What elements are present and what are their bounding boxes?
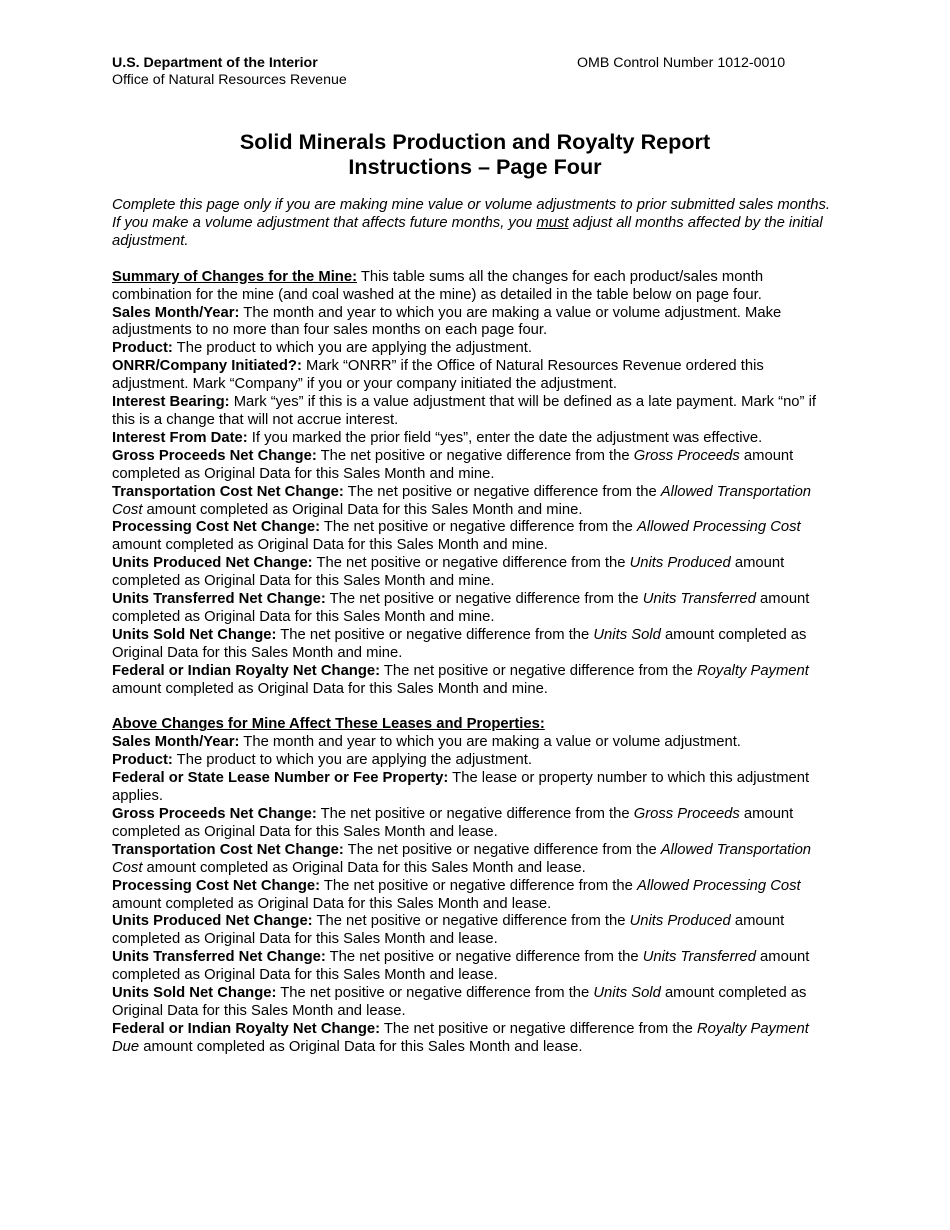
department-name: U.S. Department of the Interior [112, 55, 318, 71]
definition-text: The net positive or negative difference from the [380, 1020, 697, 1037]
definition-text: The lease or property number to which this adjustment applies. [112, 770, 810, 805]
definition-text: The net positive or negative difference from the [276, 985, 594, 1002]
definition-italic-term: Units Produced [629, 913, 731, 930]
definition-label: Federal or Indian Royalty Net Change: [112, 662, 381, 679]
definition-italic-term: Allowed Transportation Cost [112, 483, 812, 518]
definition-label: Gross Proceeds Net Change: [112, 806, 317, 822]
definition-label: Gross Proceeds Net Change: [112, 447, 317, 464]
definition-label: Units Sold Net Change: [112, 985, 277, 1002]
definition-label: Transportation Cost Net Change: [112, 483, 344, 500]
definition-text-end: amount completed as Original Data for this Sales Month and lease. [112, 895, 552, 912]
definition-label: Interest From Date: [112, 429, 248, 446]
definition-label: Units Sold Net Change: [112, 626, 277, 643]
definition-item [112, 806, 840, 842]
definition-italic-term: Units Sold [593, 985, 661, 1002]
definition-italic-term: Units Produced [629, 555, 731, 572]
definition-item [112, 340, 840, 358]
definition-label: ONRR/Company Initiated?: [112, 358, 302, 375]
definition-text-end: amount completed as Original Data for this Sales Month and lease. [112, 806, 794, 840]
definition-item [112, 663, 840, 699]
leases-list [112, 734, 840, 1056]
definition-text: The net positive or negative difference from the [343, 841, 661, 858]
definition-label: Units Produced Net Change: [112, 913, 313, 930]
summary-section [112, 269, 840, 699]
definition-text-end: amount completed as Original Data for this Sales Month and mine. [112, 555, 785, 590]
definition-text-end: amount completed as Original Data for this Sales Month and lease. [112, 985, 807, 1019]
definition-label: Interest Bearing: [112, 394, 230, 411]
summary-heading-text: This table sums all the changes for each product/sales month combination for the mine (and coal washed at the mine) as detailed in the table below on page four. [112, 268, 764, 303]
definition-italic-term: Allowed Processing Cost [636, 519, 801, 536]
definition-text-end: amount completed as Original Data for this Sales Month and mine. [112, 447, 794, 482]
intro-text-2: adjust all months affected by the initial adjustment. [112, 214, 823, 249]
office-name: Office of Natural Resources Revenue [112, 72, 347, 88]
definition-text: The product to which you are applying the adjustment. [172, 340, 533, 357]
leases-section [112, 716, 840, 1056]
summary-heading: Summary of Changes for the Mine: [112, 268, 358, 285]
definition-item [112, 985, 840, 1021]
definition-label: Units Produced Net Change: [112, 555, 313, 572]
leases-heading-paragraph [112, 716, 840, 734]
definition-text-end: amount completed as Original Data for this Sales Month and mine. [142, 501, 583, 518]
definition-italic-term: Units Sold [593, 626, 661, 643]
definition-text: The month and year to which you are making a value or volume adjustment. Make adjustments to no more than four sales months on each page four. [112, 304, 782, 339]
definition-text: The net positive or negative difference from the [316, 447, 634, 464]
page-header [112, 55, 842, 89]
definition-text: The net positive or negative difference from the [316, 806, 634, 822]
intro-emphasis: must [536, 214, 569, 231]
definition-item [112, 591, 840, 627]
definition-item [112, 430, 840, 448]
definition-label: Federal or Indian Royalty Net Change: [112, 1020, 381, 1037]
title-line-2: Instructions – Page Four [348, 154, 602, 179]
definition-italic-term: Royalty Payment Due [112, 1020, 809, 1055]
definition-item [112, 394, 840, 430]
definition-text: The net positive or negative difference from the [276, 626, 594, 643]
definition-text-end: amount completed as Original Data for this Sales Month and lease. [112, 949, 810, 984]
definition-item [112, 1021, 840, 1057]
intro-paragraph [112, 197, 840, 251]
definition-item [112, 448, 840, 484]
definition-text-end: amount completed as Original Data for this Sales Month and mine. [112, 591, 810, 625]
definition-text: The product to which you are applying the adjustment. [172, 752, 533, 769]
page-title [0, 129, 950, 179]
definition-text: The net positive or negative difference from the [325, 949, 643, 966]
definition-label: Product: [112, 340, 173, 357]
title-line-1: Solid Minerals Production and Royalty Report [239, 129, 711, 154]
definition-item [112, 949, 840, 985]
definition-text: If you marked the prior field “yes”, enter the date the adjustment was effective. [247, 429, 763, 446]
definition-label: Units Transferred Net Change: [112, 591, 326, 608]
instructions-body [112, 197, 840, 1057]
definition-item [112, 305, 840, 341]
definition-text: The net positive or negative difference from the [343, 483, 661, 500]
definition-item [112, 519, 840, 555]
definition-text-end: amount completed as Original Data for this Sales Month and lease. [139, 1038, 583, 1055]
definition-text: The net positive or negative difference from the [380, 662, 697, 679]
definition-text: The month and year to which you are making a value or volume adjustment. [239, 734, 741, 751]
omb-control-number: OMB Control Number 1012-0010 [577, 55, 786, 71]
definition-label: Sales Month/Year: [112, 304, 240, 321]
definition-item [112, 358, 840, 394]
definition-text-end: amount completed as Original Data for this Sales Month and mine. [112, 680, 548, 697]
definition-italic-term: Allowed Transportation Cost [112, 841, 812, 876]
definition-text: The net positive or negative difference from the [312, 913, 630, 930]
definition-item [112, 734, 840, 752]
definition-label: Federal or State Lease Number or Fee Property: [112, 770, 449, 787]
definition-item [112, 878, 840, 914]
definition-item [112, 842, 840, 878]
summary-list [112, 305, 840, 699]
definition-italic-term: Gross Proceeds [633, 806, 740, 822]
definition-italic-term: Gross Proceeds [633, 447, 740, 464]
definition-text: The net positive or negative difference from the [320, 877, 637, 894]
definition-text-end: amount completed as Original Data for this Sales Month and mine. [112, 537, 548, 554]
definition-label: Product: [112, 752, 173, 769]
definition-text: Mark “yes” if this is a value adjustment that will be defined as a late payment. Mark “no” if this is a change that will not accrue interest. [112, 394, 816, 428]
leases-heading: Above Changes for Mine Affect These Leases and Properties: [112, 716, 545, 733]
summary-heading-paragraph [112, 269, 840, 305]
definition-item [112, 627, 840, 663]
definition-label: Sales Month/Year: [112, 734, 240, 751]
definition-item [112, 484, 840, 520]
definition-text: The net positive or negative difference from the [325, 591, 643, 608]
definition-text-end: amount completed as Original Data for this Sales Month and lease. [112, 913, 785, 948]
definition-label: Units Transferred Net Change: [112, 949, 326, 966]
definition-italic-term: Units Transferred [642, 949, 756, 966]
definition-italic-term: Units Transferred [642, 591, 756, 608]
definition-label: Transportation Cost Net Change: [112, 841, 344, 858]
definition-italic-term: Royalty Payment [697, 662, 809, 679]
definition-text-end: amount completed as Original Data for this Sales Month and lease. [142, 859, 586, 876]
intro-text-1: Complete this page only if you are making mine value or volume adjustments to prior submitted sales months. If you make a volume adjustment that affects future months, you [112, 197, 830, 231]
definition-item [112, 752, 840, 770]
definition-italic-term: Allowed Processing Cost [636, 877, 801, 894]
definition-item [112, 913, 840, 949]
definition-item [112, 770, 840, 806]
definition-text-end: amount completed as Original Data for this Sales Month and mine. [112, 626, 807, 661]
definition-text: The net positive or negative difference from the [320, 519, 637, 536]
definition-text: The net positive or negative difference from the [312, 555, 630, 572]
definition-text: Mark “ONRR” if the Office of Natural Resources Revenue ordered this adjustment. Mark “Company” if you or your company initiated the adjustment. [112, 358, 764, 393]
definition-label: Processing Cost Net Change: [112, 877, 321, 894]
definition-item [112, 555, 840, 591]
definition-label: Processing Cost Net Change: [112, 519, 321, 536]
